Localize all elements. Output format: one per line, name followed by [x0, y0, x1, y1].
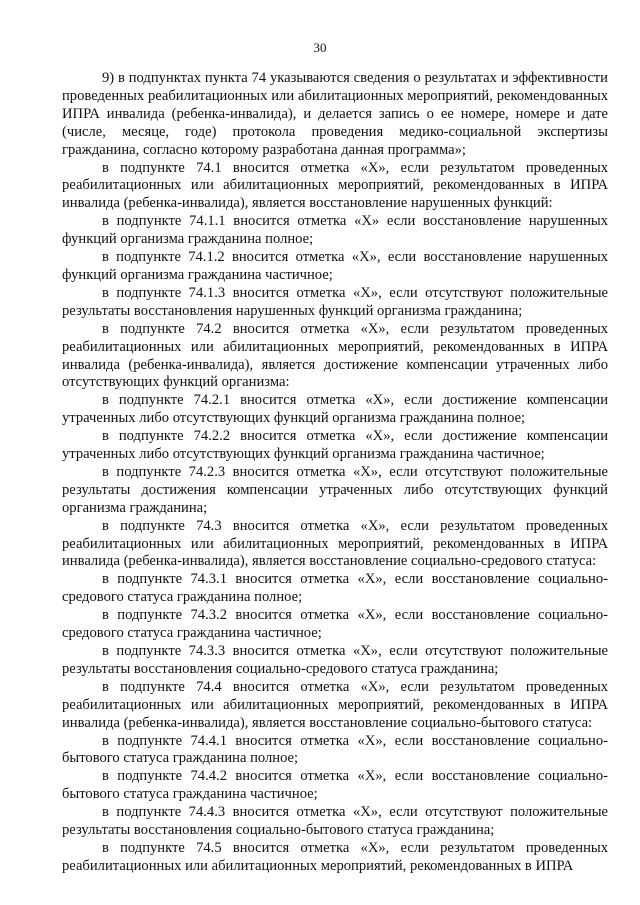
paragraph-74-1: в подпункте 74.1 вносится отметка «X», если результатом проведенных реабилитационных или абилитационных мероприятий, рекомендованных в ИПРА инвалида (ребенка-инвалида), является восстановление нарушенных функций: — [62, 159, 608, 212]
paragraph-74-4-3: в подпункте 74.4.3 вносится отметка «X», если отсутствуют положительные результаты восстановления социально-бытового статуса гражданина; — [62, 804, 608, 839]
paragraph-74-3-1: в подпункте 74.3.1 вносится отметка «X», если восстановление социально-средового статуса гражданина полное; — [62, 571, 608, 606]
paragraph-74-4-2: в подпункте 74.4.2 вносится отметка «X», если восстановление социально-бытового статуса гражданина частичное; — [62, 768, 608, 803]
paragraph-74-3: в подпункте 74.3 вносится отметка «X», если результатом проведенных реабилитационных или абилитационных мероприятий, рекомендованных в ИПРА инвалида (ребенка-инвалида), является восстановление социально-средового статуса: — [62, 517, 608, 570]
document-body — [62, 70, 608, 876]
paragraph-74-1-1: в подпункте 74.1.1 вносится отметка «X» если восстановление нарушенных функций организма гражданина полное; — [62, 213, 608, 248]
paragraph-74-1-3: в подпункте 74.1.3 вносится отметка «X», если отсутствуют положительные результаты восстановления нарушенных функций организма гражданина; — [62, 284, 608, 319]
paragraph-74-4-1: в подпункте 74.4.1 вносится отметка «X», если восстановление социально-бытового статуса гражданина полное; — [62, 732, 608, 767]
paragraph-74-4: в подпункте 74.4 вносится отметка «X», если результатом проведенных реабилитационных или абилитационных мероприятий, рекомендованных в ИПРА инвалида (ребенка-инвалида), является восстановление социально-бытового статуса: — [62, 678, 608, 731]
paragraph-74-2: в подпункте 74.2 вносится отметка «X», если результатом проведенных реабилитационных или абилитационных мероприятий, рекомендованных в ИПРА инвалида (ребенка-инвалида), является достижение компенсации утраченных либо отсутствующих функций организма: — [62, 320, 608, 391]
page-number: 30 — [313, 40, 327, 55]
paragraph-74-5: в подпункте 74.5 вносится отметка «X», если результатом проведенных реабилитационных или абилитационных мероприятий, рекомендованных в ИПРА — [62, 839, 608, 874]
paragraph-item-9: 9) в подпунктах пункта 74 указываются сведения о результатах и эффективности проведенных реабилитационных или абилитационных мероприятий, рекомендованных ИПРА инвалида (ребенка-инвалида), и делается запись о ее номере, номере и дате (числе, месяце, годе) протокола проведения медико-социальной экспертизы гражданина, согласно которому разработана данная программа»; — [62, 70, 608, 158]
paragraph-74-1-2: в подпункте 74.1.2 вносится отметка «X», если восстановление нарушенных функций организма гражданина частичное; — [62, 249, 608, 283]
paragraph-74-2-1: в подпункте 74.2.1 вносится отметка «X», если достижение компенсации утраченных либо отсутствующих функций организма гражданина полное; — [62, 392, 608, 427]
paragraph-74-2-3: в подпункте 74.2.3 вносится отметка «X», если отсутствуют положительные результаты достижения компенсации утраченных либо отсутствующих функций организма гражданина; — [62, 463, 608, 516]
paragraph-74-2-2: в подпункте 74.2.2 вносится отметка «X», если достижение компенсации утраченных либо отсутствующих функций организма гражданина частичное; — [62, 428, 608, 463]
paragraph-74-3-3: в подпункте 74.3.3 вносится отметка «X», если отсутствуют положительные результаты восстановления социально-средового статуса гражданина; — [62, 643, 608, 677]
paragraph-74-3-2: в подпункте 74.3.2 вносится отметка «X», если восстановление социально-средового статуса гражданина частичное; — [62, 607, 608, 642]
